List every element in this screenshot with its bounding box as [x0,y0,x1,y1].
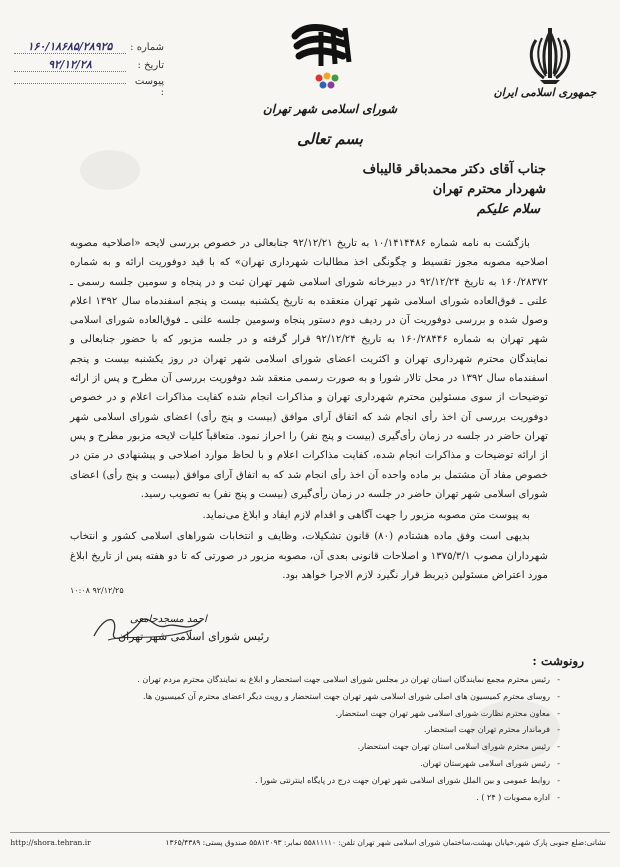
date-label: تاریخ : [137,60,164,71]
cc-item: - فرماندار محترم تهران جهت استحضار. [50,722,560,739]
footer-divider [10,832,610,833]
scan-smudge [470,700,560,760]
signatory-title: رئیس شورای اسلامی شهر تهران [118,630,270,643]
council-subtitle: بسم تعالی [297,130,363,148]
date-row [14,58,164,76]
attachment-row [14,76,164,98]
council-logo-icon [285,14,365,94]
letter-metadata [14,40,164,98]
body-paragraph-1: بازگشت به نامه شماره ۱۰/۱۴۱۴۴۸۶ به تاریخ ۹۲/۱۲/۲۱ جنابعالی در خصوص بررسی لایحه «اصلاحیه مصوبه اصلاحیه مصوبه مجوز تقسیط و چگونگی اخذ مطالبات شهرداری تهران» که با قید دوفوریت ارائه و به شماره ۱۶۰/۲۸۳۷۲ به تاریخ ۹۲/۱۲/۲۴ در دبیرخانه شورای اسلامی شهر تهران ثبت و در پنجاه و سومین جلسه رسمی ـ علنی ـ فوق‌العاده شورای اسلامی شهر تهران منعقده به تاریخ یکشنبه بیست و پنجم اسفندماه سال ۱۳۹۲ اعلام وصول شده و بررسی دوفوریت آن در ردیف دوم دستور پنجاه وسومین جلسه علنی ـ فوق‌العاده شورای اسلامی شهر تهران به شماره ۱۶۰/۲۸۴۴۶ به تاریخ ۹۲/۱۲/۲۴ قرار گرفته و در جلسه مزبور که با حضور جنابعالی و نمایندگان محترم شهرداری تهران و اکثریت اعضای شورای اسلامی شهر تهران در روز یکشنبه بیست و پنجم اسفندماه سال ۱۳۹۲ در محل تالار شورا و به صورت رسمی منعقد شد دوفوریت بررسی آن مطرح و پس از ارائه توضیحات از سوی مسئولین محترم شهرداری تهران و مذاکرات انجام شده کفایت مذاکرات اعلام و در خصوص دوفوریت بررسی آن اخذ رأی انجام شد که اتفاق آرای موافق (بیست و پنج رأی) اعضای شورای اسلامی شهر تهران حاضر در جلسه در زمان رأی‌گیری (بیست و پنج نفر) را احراز نمود. متعاقباً کلیات لایحه مزبور مطرح و پس از ارائه توضیحات و مذاکرات انجام شده، کفایت مذاکرات اعلام و با لحاظ موارد اصلاحی و پیشنهادی در متن در خصوص مفاد آن مشتمل بر ماده واحده آن اخذ رأی انجام شد که به اتفاق آرای موافق (بیست و پنج رأی) اعضای شورای اسلامی شهر تهران حاضر در جلسه در زمان رأی‌گیری (بیست و پنج نفر) به تصویب رسید. [70,238,549,500]
number-label: شماره : [130,42,164,53]
footer [6,838,606,847]
body-paragraph-3: بدیهی است وفق ماده هشتادم (۸۰) قانون تشکیلات، وظایف و انتخابات شوراهای اسلامی کشور و انتخاب شهرداران مصوب ۱۳۷۵/۳/۱ و اصلاحات قانونی بعدی آن، مصوبه مزبور در صورتی که تا دو هفته پس از تاریخ ابلاغ مورد اعتراض مسئولین ذیربط قرار نگیرد لازم الاجرا خواهد بود. [70,531,548,582]
cc-item: - روسای محترم کمیسیون های اصلی شورای اسلامی شهر تهران جهت استحضار و رویت دیگر اعضای محترم آن کمیسیون ها. [50,689,560,706]
signatory-name: احمد مسجدجامعی [130,614,207,625]
footer-address: نشانی:ضلع جنوبی پارک شهر،خیابان بهشت،ساختمان شورای اسلامی شهر تهران تلفن: ۵۵۸۱۱۱۱۰ نمابر: ۵۵۸۱۲۰۹۳ صندوق پستی: ۱۳۶۵/۴۳۸۹ [165,838,606,847]
cc-item: - معاون محترم نظارت شورای اسلامی شهر تهران جهت استحضار. [50,706,560,723]
body-paragraph-2: به پیوست متن مصوبه مزبور را جهت آگاهی و اقدام لازم ایفاد و ابلاغ می‌نماید. [202,510,530,522]
footer-url: http://shora.tehran.ir [10,838,91,847]
cc-item: - رئیس محترم مجمع نمایندگان استان تهران در مجلس شورای اسلامی جهت استحضار و ابلاغ به نمایندگان محترم مردم تهران . [50,672,560,689]
number-row [14,40,164,58]
cc-item: - رئیس شورای اسلامی شهرستان تهران. [50,756,560,773]
addressee-name: جناب آقای دکتر محمدباقر قالیباف [362,162,546,177]
cc-item: - روابط عمومی و بین الملل شورای اسلامی شهر تهران جهت درج در پایگاه اینترنتی شورا . [50,773,560,790]
letter-body [70,234,548,601]
scan-smudge [80,150,140,190]
number-value: ۱۶۰/۱۸۶۸۵/۲۸۹۲۵ [14,40,126,54]
attachment-label: پیوست : [134,76,164,98]
date-value: ۹۲/۱۲/۲۸ [14,58,126,72]
addressee-title: شهردار محترم تهران [432,182,546,197]
country-name: جمهوری اسلامی ایران [493,86,597,99]
cc-item: - اداره مصوبات ( ۲۴ ) . [50,790,560,807]
cc-item: - رئیس محترم شورای اسلامی استان تهران جهت استحضار. [50,739,560,756]
addressee [363,160,546,200]
iran-emblem-icon [522,26,578,86]
council-name: شورای اسلامی شهر تهران [262,102,398,116]
cc-title: رونوشت : [532,654,584,668]
attachment-value [14,83,126,84]
handwritten-date-note: ۹۲/۱۲/۲۵ ۱۰:۰۸ [70,586,124,596]
greeting: سلام علیکم [476,202,540,217]
